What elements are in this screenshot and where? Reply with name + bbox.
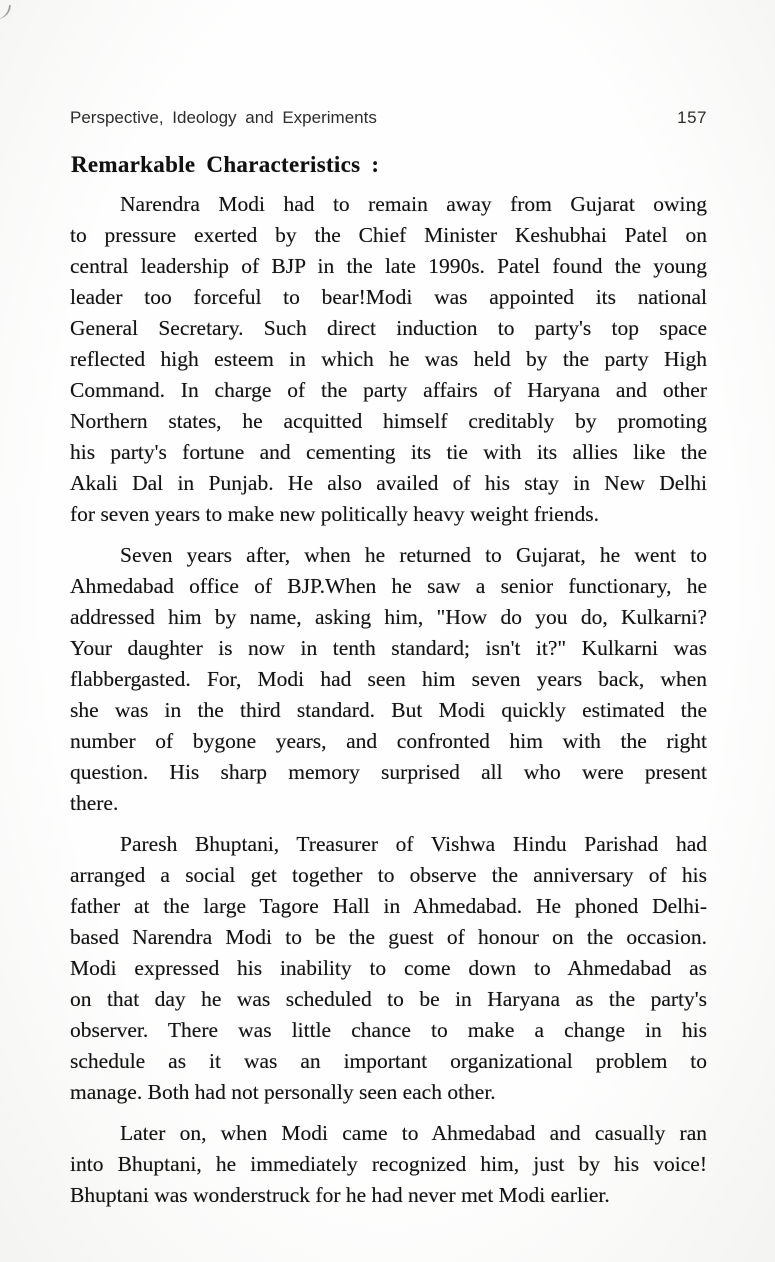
paragraphs — [70, 189, 707, 1211]
text-line: Ahmedabad office of BJP.When he saw a senior functionary, he — [70, 574, 707, 598]
section-heading: Remarkable Characteristics : — [71, 152, 380, 177]
text-line: reflected high esteem in which he was held by the party High — [70, 347, 707, 371]
text-line: Bhuptani was wonderstruck for he had never met Modi earlier. — [70, 1183, 610, 1207]
text-line: schedule as it was an important organizational problem to — [70, 1049, 707, 1073]
scan-edge-artifact — [0, 3, 11, 21]
text-line: Paresh Bhuptani, Treasurer of Vishwa Hindu Parishad had — [120, 832, 707, 856]
text-line: observer. There was little chance to make a change in his — [70, 1018, 707, 1042]
paragraph — [70, 1118, 707, 1211]
text-line: flabbergasted. For, Modi had seen him seven years back, when — [70, 667, 707, 691]
text-line: question. His sharp memory surprised all who were present — [70, 760, 707, 784]
text-line: number of bygone years, and confronted him with the right — [70, 729, 707, 753]
text-line: arranged a social get together to observe the anniversary of his — [70, 863, 707, 887]
text-line: for seven years to make new politically heavy weight friends. — [70, 502, 599, 526]
text-line: Modi expressed his inability to come down to Ahmedabad as — [70, 956, 707, 980]
text-line: based Narendra Modi to be the guest of honour on the occasion. — [70, 925, 707, 949]
paragraph — [70, 189, 707, 530]
text-line: on that day he was scheduled to be in Haryana as the party's — [70, 987, 707, 1011]
running-header — [70, 108, 707, 128]
text-line: Later on, when Modi came to Ahmedabad and casually ran — [120, 1121, 707, 1145]
text-line: Akali Dal in Punjab. He also availed of his stay in New Delhi — [70, 471, 707, 495]
text-line: Command. In charge of the party affairs of Haryana and other — [70, 378, 707, 402]
text-line: central leadership of BJP in the late 1990s. Patel found the young — [70, 254, 707, 278]
page-number: 157 — [677, 108, 707, 127]
text-line: she was in the third standard. But Modi quickly estimated the — [70, 698, 707, 722]
text-line: General Secretary. Such direct induction to party's top space — [70, 316, 707, 340]
text-line: addressed him by name, asking him, "How do you do, Kulkarni? — [70, 605, 707, 629]
text-line: Your daughter is now in tenth standard; isn't it?" Kulkarni was — [70, 636, 707, 660]
text-line: Narendra Modi had to remain away from Gujarat owing — [120, 192, 707, 216]
text-line: father at the large Tagore Hall in Ahmedabad. He phoned Delhi- — [70, 894, 707, 918]
paragraph — [70, 829, 707, 1108]
running-header-title: Perspective, Ideology and Experiments — [70, 108, 377, 127]
paragraph — [70, 540, 707, 819]
text-line: Seven years after, when he returned to Gujarat, he went to — [120, 543, 707, 567]
text-line: to pressure exerted by the Chief Minister Keshubhai Patel on — [70, 223, 707, 247]
text-line: into Bhuptani, he immediately recognized him, just by his voice! — [70, 1152, 707, 1176]
text-line: leader too forceful to bear!Modi was appointed its national — [70, 285, 707, 309]
text-line: Northern states, he acquitted himself creditably by promoting — [70, 409, 707, 433]
text-line: his party's fortune and cementing its tie with its allies like the — [70, 440, 707, 464]
text-line: manage. Both had not personally seen each other. — [70, 1080, 496, 1104]
text-line: there. — [70, 791, 119, 815]
